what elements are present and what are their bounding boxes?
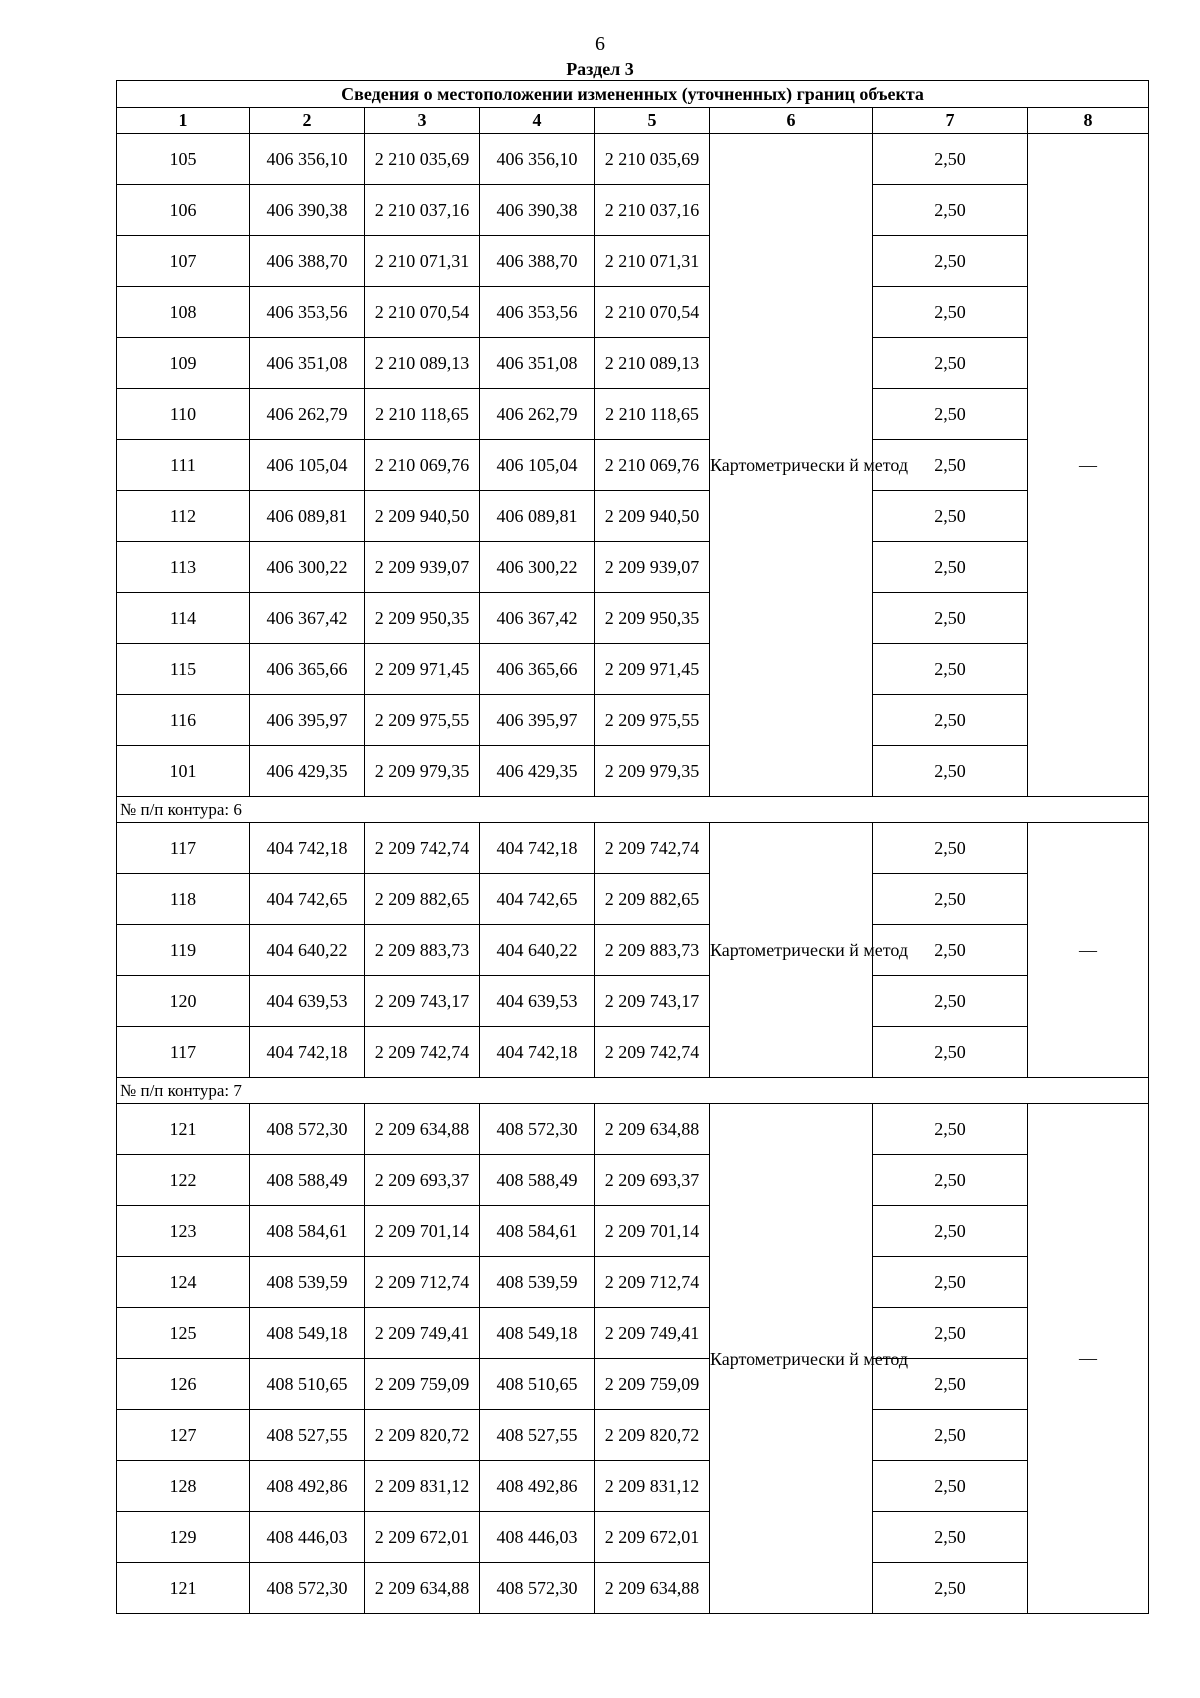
precision-cell: 2,50 bbox=[873, 976, 1028, 1027]
refined-x-cell: 408 572,30 bbox=[480, 1104, 595, 1155]
refined-x-cell: 406 353,56 bbox=[480, 287, 595, 338]
point-number-cell: 117 bbox=[117, 1027, 250, 1078]
existing-x-cell: 406 367,42 bbox=[250, 593, 365, 644]
column-number: 4 bbox=[480, 108, 595, 134]
existing-x-cell: 408 492,86 bbox=[250, 1461, 365, 1512]
precision-cell: 2,50 bbox=[873, 389, 1028, 440]
point-number-cell: 110 bbox=[117, 389, 250, 440]
refined-y-cell: 2 209 939,07 bbox=[595, 542, 710, 593]
point-number-cell: 105 bbox=[117, 134, 250, 185]
existing-y-cell: 2 209 672,01 bbox=[365, 1512, 480, 1563]
existing-x-cell: 408 588,49 bbox=[250, 1155, 365, 1206]
existing-y-cell: 2 209 831,12 bbox=[365, 1461, 480, 1512]
point-number-cell: 108 bbox=[117, 287, 250, 338]
precision-cell: 2,50 bbox=[873, 644, 1028, 695]
existing-x-cell: 408 549,18 bbox=[250, 1308, 365, 1359]
existing-x-cell: 408 584,61 bbox=[250, 1206, 365, 1257]
point-number-cell: 122 bbox=[117, 1155, 250, 1206]
column-number: 5 bbox=[595, 108, 710, 134]
table-row bbox=[117, 1359, 1149, 1410]
refined-y-cell: 2 209 940,50 bbox=[595, 491, 710, 542]
refined-x-cell: 408 588,49 bbox=[480, 1155, 595, 1206]
precision-cell: 2,50 bbox=[873, 1461, 1028, 1512]
point-number-cell: 126 bbox=[117, 1359, 250, 1410]
existing-x-cell: 404 742,18 bbox=[250, 1027, 365, 1078]
precision-cell: 2,50 bbox=[873, 746, 1028, 797]
existing-x-cell: 408 527,55 bbox=[250, 1410, 365, 1461]
point-number-cell: 106 bbox=[117, 185, 250, 236]
column-number: 7 bbox=[873, 108, 1028, 134]
point-number-cell: 112 bbox=[117, 491, 250, 542]
refined-y-cell: 2 210 069,76 bbox=[595, 440, 710, 491]
table-row bbox=[117, 746, 1149, 797]
column-number-row bbox=[117, 108, 1149, 134]
existing-x-cell: 406 105,04 bbox=[250, 440, 365, 491]
refined-y-cell: 2 210 070,54 bbox=[595, 287, 710, 338]
existing-y-cell: 2 209 742,74 bbox=[365, 1027, 480, 1078]
refined-y-cell: 2 210 118,65 bbox=[595, 389, 710, 440]
table-row bbox=[117, 593, 1149, 644]
table-row bbox=[117, 874, 1149, 925]
table-row bbox=[117, 1257, 1149, 1308]
table-row bbox=[117, 1027, 1149, 1078]
method-cell: Картометрически й метод bbox=[710, 823, 873, 1078]
refined-x-cell: 406 300,22 bbox=[480, 542, 595, 593]
refined-x-cell: 406 395,97 bbox=[480, 695, 595, 746]
precision-cell: 2,50 bbox=[873, 1257, 1028, 1308]
existing-x-cell: 406 353,56 bbox=[250, 287, 365, 338]
table-row bbox=[117, 440, 1149, 491]
existing-y-cell: 2 210 069,76 bbox=[365, 440, 480, 491]
point-number-cell: 121 bbox=[117, 1104, 250, 1155]
refined-y-cell: 2 209 882,65 bbox=[595, 874, 710, 925]
existing-x-cell: 406 395,97 bbox=[250, 695, 365, 746]
column-number: 1 bbox=[117, 108, 250, 134]
precision-cell: 2,50 bbox=[873, 1410, 1028, 1461]
refined-x-cell: 406 089,81 bbox=[480, 491, 595, 542]
existing-x-cell: 406 089,81 bbox=[250, 491, 365, 542]
precision-cell: 2,50 bbox=[873, 287, 1028, 338]
table-row bbox=[117, 1512, 1149, 1563]
refined-y-cell: 2 210 037,16 bbox=[595, 185, 710, 236]
existing-y-cell: 2 210 118,65 bbox=[365, 389, 480, 440]
table-row bbox=[117, 1563, 1149, 1614]
precision-cell: 2,50 bbox=[873, 1155, 1028, 1206]
note-cell: — bbox=[1028, 1104, 1149, 1614]
table-caption: Сведения о местоположении измененных (уточненных) границ объекта bbox=[117, 81, 1149, 108]
section-title: Раздел 3 bbox=[566, 59, 634, 79]
contour-header-row bbox=[117, 797, 1149, 823]
refined-x-cell: 406 262,79 bbox=[480, 389, 595, 440]
boundary-coordinates-table bbox=[116, 80, 1149, 1614]
point-number-cell: 128 bbox=[117, 1461, 250, 1512]
precision-cell: 2,50 bbox=[873, 823, 1028, 874]
refined-x-cell: 408 584,61 bbox=[480, 1206, 595, 1257]
refined-y-cell: 2 210 071,31 bbox=[595, 236, 710, 287]
existing-y-cell: 2 210 035,69 bbox=[365, 134, 480, 185]
contour-label: № п/п контура: 7 bbox=[117, 1078, 1149, 1104]
refined-y-cell: 2 209 831,12 bbox=[595, 1461, 710, 1512]
method-cell: Картометрически й метод bbox=[710, 134, 873, 797]
refined-x-cell: 404 742,65 bbox=[480, 874, 595, 925]
point-number-cell: 111 bbox=[117, 440, 250, 491]
table-body bbox=[117, 134, 1149, 1614]
refined-x-cell: 404 742,18 bbox=[480, 1027, 595, 1078]
refined-y-cell: 2 210 089,13 bbox=[595, 338, 710, 389]
existing-y-cell: 2 209 743,17 bbox=[365, 976, 480, 1027]
precision-cell: 2,50 bbox=[873, 1512, 1028, 1563]
point-number-cell: 114 bbox=[117, 593, 250, 644]
refined-x-cell: 408 549,18 bbox=[480, 1308, 595, 1359]
point-number-cell: 124 bbox=[117, 1257, 250, 1308]
existing-x-cell: 406 365,66 bbox=[250, 644, 365, 695]
table-row bbox=[117, 925, 1149, 976]
column-number: 3 bbox=[365, 108, 480, 134]
point-number-cell: 107 bbox=[117, 236, 250, 287]
existing-x-cell: 404 742,65 bbox=[250, 874, 365, 925]
existing-x-cell: 404 640,22 bbox=[250, 925, 365, 976]
point-number-cell: 118 bbox=[117, 874, 250, 925]
table-row bbox=[117, 542, 1149, 593]
precision-cell: 2,50 bbox=[873, 338, 1028, 389]
precision-cell: 2,50 bbox=[873, 134, 1028, 185]
refined-x-cell: 406 365,66 bbox=[480, 644, 595, 695]
table-row bbox=[117, 338, 1149, 389]
page-number: 6 bbox=[595, 33, 605, 55]
existing-x-cell: 404 742,18 bbox=[250, 823, 365, 874]
point-number-cell: 116 bbox=[117, 695, 250, 746]
refined-y-cell: 2 209 883,73 bbox=[595, 925, 710, 976]
note-cell: — bbox=[1028, 823, 1149, 1078]
table-row bbox=[117, 644, 1149, 695]
existing-x-cell: 408 446,03 bbox=[250, 1512, 365, 1563]
refined-y-cell: 2 209 634,88 bbox=[595, 1563, 710, 1614]
point-number-cell: 123 bbox=[117, 1206, 250, 1257]
existing-y-cell: 2 209 940,50 bbox=[365, 491, 480, 542]
precision-cell: 2,50 bbox=[873, 542, 1028, 593]
point-number-cell: 109 bbox=[117, 338, 250, 389]
existing-y-cell: 2 209 979,35 bbox=[365, 746, 480, 797]
refined-x-cell: 404 639,53 bbox=[480, 976, 595, 1027]
note-cell: — bbox=[1028, 134, 1149, 797]
refined-y-cell: 2 209 712,74 bbox=[595, 1257, 710, 1308]
existing-y-cell: 2 209 971,45 bbox=[365, 644, 480, 695]
table-row bbox=[117, 1206, 1149, 1257]
precision-cell: 2,50 bbox=[873, 440, 1028, 491]
refined-y-cell: 2 209 820,72 bbox=[595, 1410, 710, 1461]
point-number-cell: 125 bbox=[117, 1308, 250, 1359]
existing-x-cell: 408 572,30 bbox=[250, 1104, 365, 1155]
precision-cell: 2,50 bbox=[873, 236, 1028, 287]
point-number-cell: 127 bbox=[117, 1410, 250, 1461]
table-row bbox=[117, 1155, 1149, 1206]
refined-y-cell: 2 209 742,74 bbox=[595, 1027, 710, 1078]
refined-x-cell: 408 527,55 bbox=[480, 1410, 595, 1461]
precision-cell: 2,50 bbox=[873, 695, 1028, 746]
point-number-cell: 120 bbox=[117, 976, 250, 1027]
refined-x-cell: 406 429,35 bbox=[480, 746, 595, 797]
refined-x-cell: 406 388,70 bbox=[480, 236, 595, 287]
existing-y-cell: 2 209 742,74 bbox=[365, 823, 480, 874]
refined-y-cell: 2 209 749,41 bbox=[595, 1308, 710, 1359]
point-number-cell: 101 bbox=[117, 746, 250, 797]
precision-cell: 2,50 bbox=[873, 925, 1028, 976]
existing-y-cell: 2 209 749,41 bbox=[365, 1308, 480, 1359]
existing-x-cell: 406 262,79 bbox=[250, 389, 365, 440]
method-cell: Картометрически й метод bbox=[710, 1104, 873, 1614]
column-number: 6 bbox=[710, 108, 873, 134]
existing-y-cell: 2 209 701,14 bbox=[365, 1206, 480, 1257]
column-number: 2 bbox=[250, 108, 365, 134]
refined-x-cell: 406 367,42 bbox=[480, 593, 595, 644]
refined-x-cell: 404 742,18 bbox=[480, 823, 595, 874]
existing-y-cell: 2 209 882,65 bbox=[365, 874, 480, 925]
refined-x-cell: 406 390,38 bbox=[480, 185, 595, 236]
refined-y-cell: 2 209 701,14 bbox=[595, 1206, 710, 1257]
point-number-cell: 121 bbox=[117, 1563, 250, 1614]
point-number-cell: 119 bbox=[117, 925, 250, 976]
table-row bbox=[117, 1410, 1149, 1461]
table-row bbox=[117, 389, 1149, 440]
existing-y-cell: 2 210 089,13 bbox=[365, 338, 480, 389]
table-row bbox=[117, 976, 1149, 1027]
existing-x-cell: 406 351,08 bbox=[250, 338, 365, 389]
existing-y-cell: 2 210 071,31 bbox=[365, 236, 480, 287]
point-number-cell: 115 bbox=[117, 644, 250, 695]
refined-x-cell: 408 539,59 bbox=[480, 1257, 595, 1308]
table-row bbox=[117, 823, 1149, 874]
table-row bbox=[117, 1308, 1149, 1359]
refined-y-cell: 2 209 950,35 bbox=[595, 593, 710, 644]
table-row bbox=[117, 1104, 1149, 1155]
column-number: 8 bbox=[1028, 108, 1149, 134]
refined-x-cell: 408 492,86 bbox=[480, 1461, 595, 1512]
existing-y-cell: 2 209 950,35 bbox=[365, 593, 480, 644]
existing-x-cell: 406 300,22 bbox=[250, 542, 365, 593]
existing-y-cell: 2 209 975,55 bbox=[365, 695, 480, 746]
precision-cell: 2,50 bbox=[873, 593, 1028, 644]
refined-y-cell: 2 209 634,88 bbox=[595, 1104, 710, 1155]
existing-x-cell: 408 510,65 bbox=[250, 1359, 365, 1410]
refined-x-cell: 406 351,08 bbox=[480, 338, 595, 389]
existing-y-cell: 2 209 939,07 bbox=[365, 542, 480, 593]
point-number-cell: 113 bbox=[117, 542, 250, 593]
table-row bbox=[117, 1461, 1149, 1512]
precision-cell: 2,50 bbox=[873, 1104, 1028, 1155]
existing-x-cell: 408 572,30 bbox=[250, 1563, 365, 1614]
existing-x-cell: 404 639,53 bbox=[250, 976, 365, 1027]
refined-y-cell: 2 209 759,09 bbox=[595, 1359, 710, 1410]
table-row bbox=[117, 491, 1149, 542]
point-number-cell: 117 bbox=[117, 823, 250, 874]
precision-cell: 2,50 bbox=[873, 874, 1028, 925]
existing-y-cell: 2 209 820,72 bbox=[365, 1410, 480, 1461]
refined-y-cell: 2 209 742,74 bbox=[595, 823, 710, 874]
refined-x-cell: 404 640,22 bbox=[480, 925, 595, 976]
refined-x-cell: 408 510,65 bbox=[480, 1359, 595, 1410]
existing-y-cell: 2 209 634,88 bbox=[365, 1104, 480, 1155]
refined-x-cell: 406 356,10 bbox=[480, 134, 595, 185]
table-row bbox=[117, 236, 1149, 287]
refined-y-cell: 2 209 743,17 bbox=[595, 976, 710, 1027]
existing-y-cell: 2 209 712,74 bbox=[365, 1257, 480, 1308]
refined-y-cell: 2 209 971,45 bbox=[595, 644, 710, 695]
refined-y-cell: 2 209 975,55 bbox=[595, 695, 710, 746]
existing-x-cell: 408 539,59 bbox=[250, 1257, 365, 1308]
refined-x-cell: 408 446,03 bbox=[480, 1512, 595, 1563]
existing-y-cell: 2 209 634,88 bbox=[365, 1563, 480, 1614]
existing-y-cell: 2 209 759,09 bbox=[365, 1359, 480, 1410]
precision-cell: 2,50 bbox=[873, 185, 1028, 236]
precision-cell: 2,50 bbox=[873, 1563, 1028, 1614]
existing-x-cell: 406 429,35 bbox=[250, 746, 365, 797]
refined-x-cell: 406 105,04 bbox=[480, 440, 595, 491]
precision-cell: 2,50 bbox=[873, 491, 1028, 542]
refined-y-cell: 2 209 672,01 bbox=[595, 1512, 710, 1563]
existing-y-cell: 2 209 883,73 bbox=[365, 925, 480, 976]
contour-header-row bbox=[117, 1078, 1149, 1104]
contour-label: № п/п контура: 6 bbox=[117, 797, 1149, 823]
refined-y-cell: 2 210 035,69 bbox=[595, 134, 710, 185]
precision-cell: 2,50 bbox=[873, 1308, 1028, 1359]
existing-x-cell: 406 388,70 bbox=[250, 236, 365, 287]
refined-y-cell: 2 209 979,35 bbox=[595, 746, 710, 797]
table-row bbox=[117, 695, 1149, 746]
refined-x-cell: 408 572,30 bbox=[480, 1563, 595, 1614]
precision-cell: 2,50 bbox=[873, 1206, 1028, 1257]
precision-cell: 2,50 bbox=[873, 1359, 1028, 1410]
existing-y-cell: 2 210 037,16 bbox=[365, 185, 480, 236]
refined-y-cell: 2 209 693,37 bbox=[595, 1155, 710, 1206]
table-row bbox=[117, 134, 1149, 185]
point-number-cell: 129 bbox=[117, 1512, 250, 1563]
existing-y-cell: 2 210 070,54 bbox=[365, 287, 480, 338]
existing-x-cell: 406 356,10 bbox=[250, 134, 365, 185]
table-row bbox=[117, 185, 1149, 236]
table-row bbox=[117, 287, 1149, 338]
precision-cell: 2,50 bbox=[873, 1027, 1028, 1078]
existing-y-cell: 2 209 693,37 bbox=[365, 1155, 480, 1206]
existing-x-cell: 406 390,38 bbox=[250, 185, 365, 236]
